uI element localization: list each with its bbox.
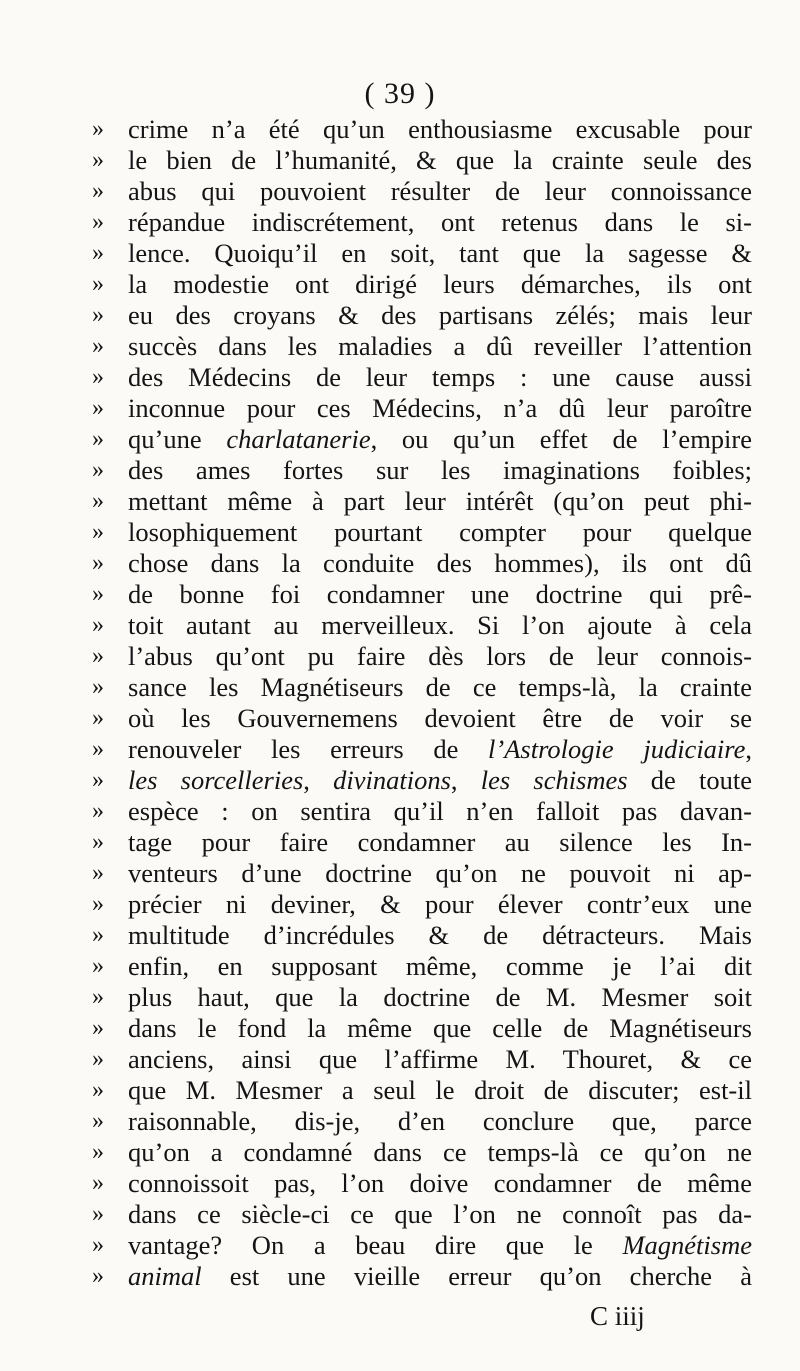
text-line <box>0 672 800 703</box>
quote-mark: » <box>92 1015 104 1041</box>
text-line <box>0 1044 800 1075</box>
quote-mark: » <box>92 953 104 979</box>
text-line <box>0 362 800 393</box>
quote-mark: » <box>92 1077 104 1103</box>
text-line <box>0 1230 800 1261</box>
quote-mark: » <box>92 1108 104 1134</box>
line-text: de bonne foi condamner une doctrine qui prê- <box>128 579 752 609</box>
quote-mark: » <box>92 612 104 638</box>
text-line <box>0 1013 800 1044</box>
quote-mark: » <box>92 395 104 421</box>
line-text: tage pour faire condamner au silence les In- <box>128 827 752 857</box>
text-line <box>0 145 800 176</box>
line-text: où les Gouvernemens devoient être de voir se <box>128 703 752 733</box>
line-text: enfin, en supposant même, comme je l’ai dit <box>128 951 752 981</box>
line-text: abus qui pouvoient résulter de leur connoissance <box>128 176 752 206</box>
quote-mark: » <box>92 1046 104 1072</box>
line-text: l’abus qu’ont pu faire dès lors de leur connois- <box>128 641 752 671</box>
quote-mark: » <box>92 767 104 793</box>
line-text: multitude d’incrédules & de détracteurs. Mais <box>128 920 752 950</box>
text-line <box>0 269 800 300</box>
line-text: animal est une vieille erreur qu’on cherche à <box>128 1261 752 1291</box>
line-text: inconnue pour ces Médecins, n’a dû leur paroître <box>128 393 752 423</box>
text-line <box>0 641 800 672</box>
line-text: répandue indiscrétement, ont retenus dans le si- <box>128 207 752 237</box>
text-line <box>0 455 800 486</box>
quote-mark: » <box>92 643 104 669</box>
text-line <box>0 889 800 920</box>
quote-mark: » <box>92 364 104 390</box>
quote-mark: » <box>92 519 104 545</box>
quote-mark: » <box>92 302 104 328</box>
quote-mark: » <box>92 333 104 359</box>
quote-mark: » <box>92 488 104 514</box>
line-text: renouveler les erreurs de l’Astrologie judiciaire, <box>128 734 753 764</box>
text-line <box>0 858 800 889</box>
quote-mark: » <box>92 922 104 948</box>
line-text: espèce : on sentira qu’il n’en falloit pas davan- <box>128 796 752 826</box>
quote-mark: » <box>92 891 104 917</box>
text-line <box>0 703 800 734</box>
quote-mark: » <box>92 147 104 173</box>
text-line <box>0 1199 800 1230</box>
line-text: eu des croyans & des partisans zélés; mais leur <box>128 300 752 330</box>
line-text: chose dans la conduite des hommes), ils ont dû <box>128 548 752 578</box>
quote-mark: » <box>92 1139 104 1165</box>
line-text: sance les Magnétiseurs de ce temps-là, la crainte <box>128 672 752 702</box>
line-text: le bien de l’humanité, & que la crainte seule des <box>128 145 752 175</box>
quote-mark: » <box>92 457 104 483</box>
text-line <box>0 424 800 455</box>
line-text: connoissoit pas, l’on doive condamner de même <box>128 1168 752 1198</box>
text-line <box>0 765 800 796</box>
line-text: qu’on a condamné dans ce temps-là ce qu’on ne <box>128 1137 752 1167</box>
quote-mark: » <box>92 984 104 1010</box>
text-line <box>0 114 800 145</box>
text-line <box>0 579 800 610</box>
line-text: des Médecins de leur temps : une cause aussi <box>128 362 752 392</box>
line-text: que M. Mesmer a seul le droit de discuter; est-il <box>128 1075 752 1105</box>
quote-mark: » <box>92 209 104 235</box>
text-line <box>0 734 800 765</box>
page-number: ( 39 ) <box>364 77 436 110</box>
quote-mark: » <box>92 1201 104 1227</box>
text-line <box>0 238 800 269</box>
line-text: losophiquement pourtant compter pour quelque <box>128 517 752 547</box>
printer-signature: C iiij <box>590 1301 645 1331</box>
quote-mark: » <box>92 178 104 204</box>
text-line <box>0 610 800 641</box>
text-line <box>0 207 800 238</box>
line-text: toit autant au merveilleux. Si l’on ajoute à cela <box>128 610 752 640</box>
line-text: mettant même à part leur intérêt (qu’on peut phi- <box>128 486 752 516</box>
line-text: précier ni deviner, & pour élever contr’eux une <box>128 889 752 919</box>
text-line <box>0 393 800 424</box>
line-text: dans ce siècle-ci ce que l’on ne connoît pas da- <box>128 1199 752 1229</box>
quote-mark: » <box>92 426 104 452</box>
quote-mark: » <box>92 798 104 824</box>
line-text: venteurs d’une doctrine qu’on ne pouvoit ni ap- <box>128 858 752 888</box>
quote-mark: » <box>92 860 104 886</box>
line-text: qu’une charlatanerie, ou qu’un effet de l’empire <box>128 424 753 454</box>
quote-mark: » <box>92 674 104 700</box>
text-line <box>0 176 800 207</box>
quote-mark: » <box>92 581 104 607</box>
text-line <box>0 1075 800 1106</box>
line-text: des ames fortes sur les imaginations foibles; <box>128 455 752 485</box>
text-line <box>0 331 800 362</box>
line-text: vantage? On a beau dire que le Magnétisme <box>128 1230 752 1260</box>
text-line <box>0 920 800 951</box>
quote-mark: » <box>92 271 104 297</box>
line-text: anciens, ainsi que l’affirme M. Thouret, & ce <box>128 1044 752 1074</box>
text-line <box>0 1106 800 1137</box>
line-text: la modestie ont dirigé leurs démarches, ils ont <box>128 269 752 299</box>
quote-mark: » <box>92 550 104 576</box>
line-text: les sorcelleries, divinations, les schismes de toute <box>128 765 752 795</box>
quote-mark: » <box>92 736 104 762</box>
quote-mark: » <box>92 1263 104 1289</box>
quote-mark: » <box>92 705 104 731</box>
text-line <box>0 951 800 982</box>
line-text: succès dans les maladies a dû reveiller l’attention <box>128 331 752 361</box>
line-text: plus haut, que la doctrine de M. Mesmer soit <box>128 982 752 1012</box>
text-line <box>0 982 800 1013</box>
quote-mark: » <box>92 116 104 142</box>
text-line <box>0 1168 800 1199</box>
text-line <box>0 548 800 579</box>
text-line <box>0 796 800 827</box>
quote-mark: » <box>92 240 104 266</box>
text-line <box>0 517 800 548</box>
text-line <box>0 827 800 858</box>
line-text: lence. Quoiqu’il en soit, tant que la sagesse & <box>128 238 752 268</box>
text-line <box>0 486 800 517</box>
line-text: crime n’a été qu’un enthousiasme excusable pour <box>128 114 752 144</box>
body-text <box>0 114 800 1292</box>
line-text: dans le fond la même que celle de Magnétiseurs <box>128 1013 752 1043</box>
quote-mark: » <box>92 1232 104 1258</box>
text-line <box>0 300 800 331</box>
line-text: raisonnable, dis-je, d’en conclure que, parce <box>128 1106 752 1136</box>
quote-mark: » <box>92 829 104 855</box>
text-line <box>0 1137 800 1168</box>
quote-mark: » <box>92 1170 104 1196</box>
text-line <box>0 1261 800 1292</box>
